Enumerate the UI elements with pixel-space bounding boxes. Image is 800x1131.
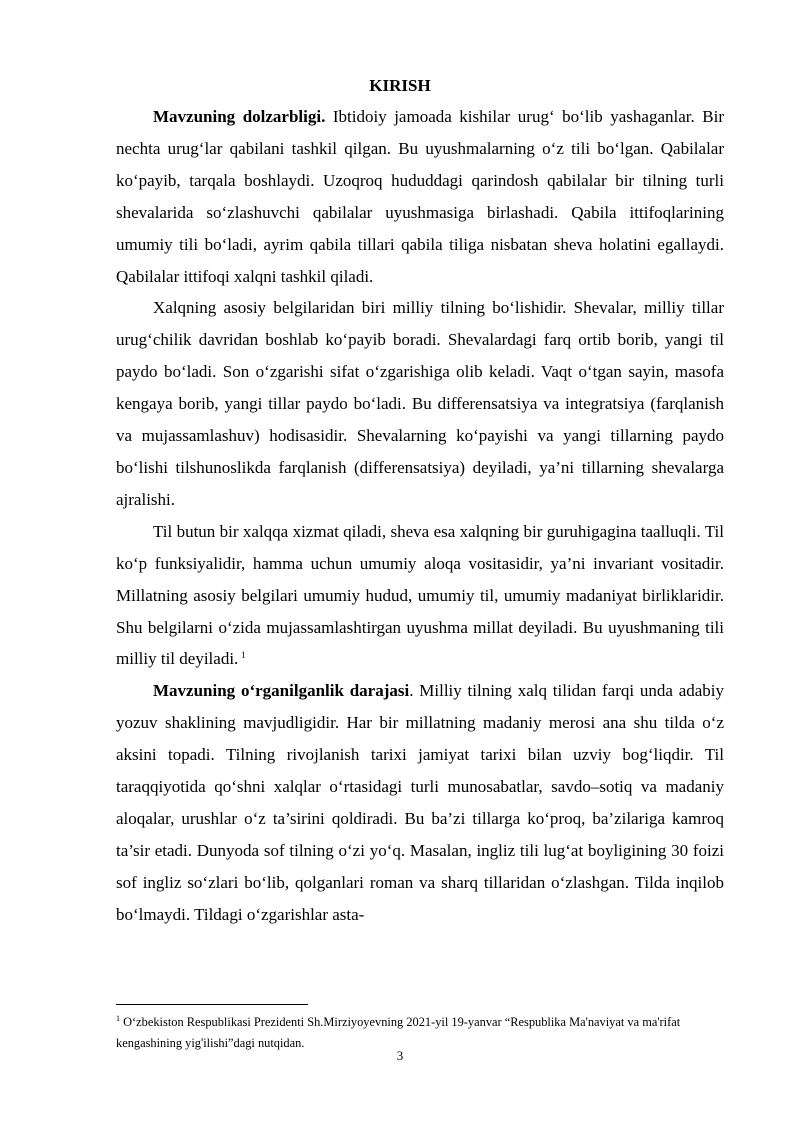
paragraph-nation-language — [116, 292, 724, 515]
paragraph-text: . Milliy tilning xalq tilidan farqi unda adabiy yozuv shaklining mavjudligidir. Har bir millatning madaniy merosi ana shu tilda o‘z aksini topadi. Tilning rivojlanish tarixi jamiyat tarixi bilan uzviy bog‘liqdir. Til taraqqiyotida qo‘shni xalqlar o‘rtasidagi turli munosabatlar, savdo–sotiq va madaniy aloqalar, urushlar o‘z ta’sirini qoldiradi. Bu ba’zi tillarga ko‘proq, ba’zilariga kamroq ta’sir etadi. Dunyoda sof tilning o‘zi yo‘q. Masalan, ingliz tili lug‘at boyligining 30 foizi sof ingliz so‘zlari bo‘lib, qolganlari roman va sharq tillaridan o‘zlashgan. Tilda inqilob bo‘lmaydi. Tildagi o‘zgarishlar asta- — [116, 681, 725, 924]
footnote-mark: 1 — [116, 1013, 120, 1023]
paragraph-text: Ibtidoiy jamoada kishilar urug‘ bo‘lib yashaganlar. Bir nechta urug‘lar qabilani tashkil qilgan. Bu uyushmalarning o‘z tili bo‘lgan. Qabilalar ko‘payib, tarqala boshlaydi. Uzoqroq hududdagi qarindosh qabilalar bir tilning turli shevalarida so‘zlashuvchi qabilalar uyushmasiga birlashadi. Qabila ittifoqlarining umumiy tili bo‘ladi, ayrim qabila tillari qabila tiliga nisbatan sheva holatini egallaydi. Qabilalar ittifoqi xalqni tashkil qiladi. — [116, 107, 724, 286]
paragraph-text: Til butun bir xalqqa xizmat qiladi, sheva esa xalqning bir guruhigagina taalluqli. Til ko‘p funksiyalidir, hamma uchun umumiy aloqa vositasidir, ya’ni invariant vositadir. Millatning asosiy belgilari umumiy hudud, umumiy til, umumiy madaniyat birliklaridir. Shu belgilarni o‘zida mujassamlashtirgan uyushma millat deyiladi. Bu uyushmaning tili milliy til deyiladi. — [116, 521, 724, 669]
paragraph-lead: Mavzuning o‘rganilganlik darajasi — [153, 681, 410, 701]
paragraph-language-dialect — [116, 516, 724, 676]
footnote-text: O‘zbekiston Respublikasi Prezidenti Sh.Mirziyoyevning 2021-yil 19-yanvar “Respublika Ma'naviyat va ma'rifat kengashining yig'ilishi”dagi nutqidan. — [116, 1015, 681, 1050]
paragraph-lead: Mavzuning dolzarbligi. — [153, 107, 326, 126]
section-heading: KIRISH — [369, 76, 431, 95]
body-text — [116, 101, 724, 931]
page-number: 3 — [396, 1048, 404, 1063]
paragraph-text: Xalqning asosiy belgilaridan biri milliy tilning bo‘lishidir. Shevalar, milliy tillar urug‘chilik davridan boshlab ko‘payib boradi. Shevalardagi farq ortib borib, yangi til paydo bo‘ladi. Son o‘zgarishi sifat o‘zgarishiga olib keladi. Vaqt o‘tgan sayin, masofa kengaya borib, yangi tillar paydo bo‘ladi. Bu differensatsiya va integratsiya (farqlanish va mujassamlashuv) hodisasidir. Shevalarning ko‘payishi va yangi tillarning paydo bo‘lishi tilshunoslikda farqlanish (differensatsiya) deyiladi, ya’ni tillarning shevalarga ajralishi. — [116, 298, 724, 509]
paragraph-relevance — [116, 101, 724, 292]
footnote-reference[interactable]: 1 — [241, 649, 246, 660]
paragraph-study-degree — [116, 675, 724, 930]
footnote-separator — [116, 1004, 308, 1005]
